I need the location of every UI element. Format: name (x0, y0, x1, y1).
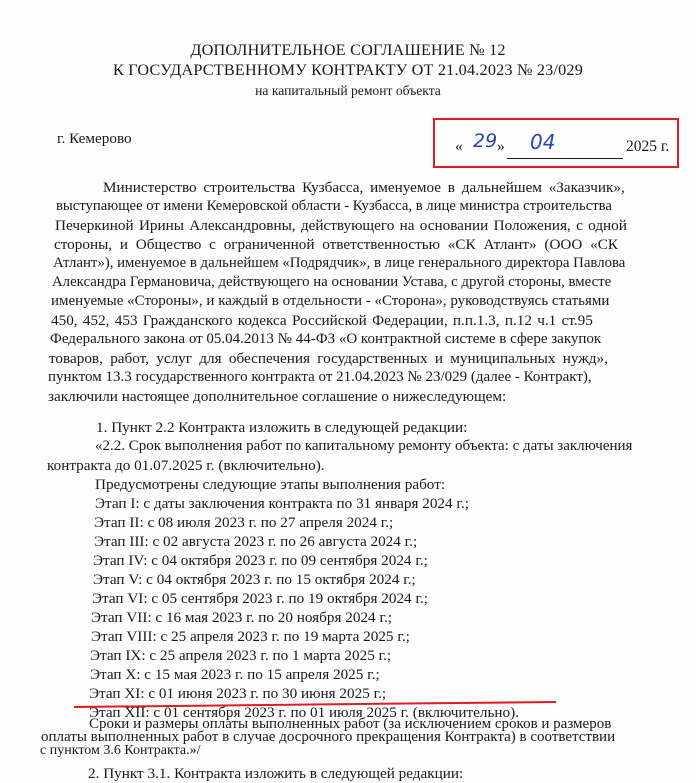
payment-text-line: с пунктом 3.6 Контракта.»/ (40, 743, 201, 758)
preamble-line: Министерство строительства Кузбасса, именуемое в дальнейшем «Заказчик», (103, 179, 625, 196)
preamble-line: пунктом 13.3 государственного контракта от 21.04.2023 № 23/029 (далее - Контракт), (48, 369, 592, 385)
stage-item: Этап II: с 08 июля 2023 г. по 27 апреля 2024 г.; (94, 514, 394, 531)
preamble-line: именуемые «Стороны», и каждый в отдельности - «Сторона», руководствуясь статьями (51, 293, 610, 309)
stage-item: Этап IV: с 04 октября 2023 г. по 09 сентября 2024 г.; (93, 552, 428, 569)
document-title-line2: К ГОСУДАРСТВЕННОМУ КОНТРАКТУ ОТ 21.04.2023 № 23/029 (112, 61, 583, 79)
preamble-line: Атлант»), именуемое в дальнейшем «Подрядчик», в лице генерального директора Павлова (53, 255, 626, 271)
section1-text-line: «2.2. Срок выполнения работ по капитальному ремонту объекта: с даты заключения (95, 438, 633, 454)
preamble-line: заключили настоящее дополнительное соглашение о нижеследующем: (48, 388, 507, 405)
stage-item: Этап XII: с 01 сентября 2023 г. по 01 июля 2025 г. (включительно). (89, 704, 519, 721)
date-day-handwritten: 29 (473, 130, 498, 152)
section1-heading: 1. Пункт 2.2 Контракта изложить в следующей редакции: (96, 419, 468, 436)
stage-item: Этап XI: с 01 июня 2023 г. по 30 июня 2025 г.; (89, 685, 387, 702)
stage-item: Этап III: с 02 августа 2023 г. по 26 августа 2024 г.; (94, 533, 418, 550)
date-month-handwritten: 04 (530, 130, 556, 154)
document-title-line1: ДОПОЛНИТЕЛЬНОЕ СОГЛАШЕНИЕ № 12 (190, 41, 506, 59)
preamble-line: выступающее от имени Кемеровской области - Кузбасса, в лице министра строительства (56, 198, 612, 214)
date-underline (507, 158, 623, 159)
stage-item: Этап I: с даты заключения контракта по 31 января 2024 г.; (95, 495, 469, 512)
preamble-line: стороны, и Общество с ограниченной ответственностью «СК Атлант» (ООО «СК (54, 236, 619, 253)
section1-text-line: контракта до 01.07.2025 г. (включительно). (47, 457, 325, 474)
payment-text-line: оплаты выполненных работ в случае досрочного прекращения Контракта) в соответствии (41, 729, 616, 745)
section2-heading: 2. Пункт 3.1. Контракта изложить в следующей редакции: (88, 765, 464, 782)
preamble-line: 450, 452, 453 Гражданского кодекса Российской Федерации, п.п.1.3, п.12 ч.1 ст.95 (51, 312, 593, 329)
date-quote-close: » (497, 138, 505, 155)
preamble-line: Александра Германовича, действующего на основании Устава, с другой стороны, вместе (52, 274, 612, 290)
stage-item: Этап VIII: с 25 апреля 2023 г. по 19 марта 2025 г.; (91, 628, 410, 645)
document-subtitle: на капитальный ремонт объекта (255, 83, 441, 98)
preamble-line: Печеркиной Ирины Александровны, действующего на основании Положения, с одной (55, 217, 627, 234)
stage-item: Этап VI: с 05 сентября 2023 г. по 19 октября 2024 г.; (92, 590, 428, 607)
date-quote-open: « (455, 138, 463, 155)
stage-item: Этап IX: с 25 апреля 2023 г. по 1 марта 2025 г.; (90, 647, 392, 664)
date-year: 2025 г. (626, 138, 670, 155)
payment-text-line: Сроки и размеры оплаты выполненных работ (за исключением сроков и размеров (89, 716, 612, 732)
preamble-line: Федерального закона от 05.04.2013 № 44-ФЗ «О контрактной системе в сфере закупок (50, 331, 602, 347)
stage-item: Этап X: с 15 мая 2023 г. по 15 апреля 2025 г.; (90, 666, 380, 683)
preamble-line: товаров, работ, услуг для обеспечения государственных и муниципальных нужд», (49, 350, 608, 367)
stages-intro: Предусмотрены следующие этапы выполнения работ: (95, 476, 446, 493)
stage-item: Этап V: с 04 октября 2023 г. по 15 октября 2024 г.; (93, 571, 416, 588)
place-of-signing: г. Кемерово (57, 130, 132, 147)
stage-item: Этап VII: с 16 мая 2023 г. по 20 ноября 2024 г.; (91, 609, 392, 626)
